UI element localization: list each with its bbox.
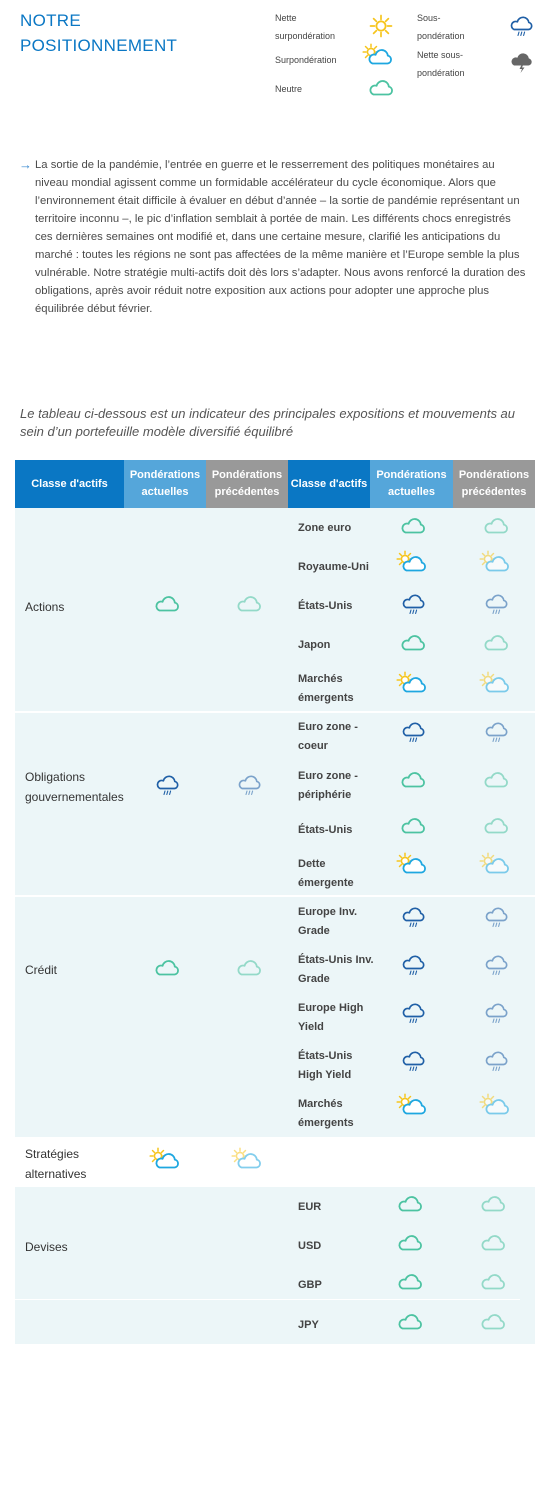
intro-paragraph: La sortie de la pandémie, l’entrée en guerre et le resserrement des politiques monétaires au niveau mondial agissent comme un formidable accélérateur du cycle économique. Alors que l’environnement était difficile à évaluer en début d’année – la sortie de pandémie représentant un territoire inconnu –, le pic d’inflation semblait à portée de main. Les différents chocs enregistrés ces dernières semaines ont modifié et, dans une certaine mesure, clarifié les anticipations du marché : toutes les régions ne sont pas affectées de la même manière et l’Europe semble la plus vulnérable. Notre stratégie multi-actifs doit dès lors s’adapter. Nous avons renforcé la duration des obligations, après avoir réduit notre exposition aux actions pour adopter une approche plus équilibrée début février. xyxy=(35,159,526,315)
sub-label-etats-unis-obligations: États-Unis xyxy=(298,824,353,836)
header-ponderations-precedentes-2: Pondérations précédentes xyxy=(453,460,535,508)
header-ponderations-precedentes-1: Pondérations précédentes xyxy=(206,460,288,508)
class-label-credit: Crédit xyxy=(25,963,58,977)
rain-cloud-icon xyxy=(507,14,537,40)
rating-usd-actuelle xyxy=(396,1231,426,1257)
sub-label-dette-emergente: Dette émergente xyxy=(298,858,354,889)
rating-marches-emergents-actuelle xyxy=(396,671,426,697)
rating-etats-unis-obligations-precedente xyxy=(482,814,512,840)
rating-etats-unis-precedente xyxy=(482,592,512,618)
rating-euro-zone-peripherie-precedente xyxy=(482,768,512,794)
rating-dette-emergente-actuelle xyxy=(396,852,426,878)
rating-jpy-precedente xyxy=(479,1310,509,1336)
rating-zone-euro-precedente xyxy=(482,514,512,540)
section-devises xyxy=(15,1187,535,1344)
rating-marches-emergents-credit-precedente xyxy=(479,1093,509,1119)
legend-label-neutre: Neutre xyxy=(275,84,303,94)
class-label-actions: Actions xyxy=(25,600,65,614)
sub-label-europe-hy: Europe High Yield xyxy=(298,1002,364,1033)
sub-label-jpy: JPY xyxy=(298,1319,319,1331)
rating-europe-hy-actuelle xyxy=(399,1001,429,1027)
rating-marches-emergents-precedente xyxy=(479,671,509,697)
rating-obligations-precedente xyxy=(235,773,265,799)
rating-etats-unis-hy-actuelle xyxy=(399,1049,429,1075)
table-caption: Le tableau ci-dessous est un indicateur des principales expositions et mouvements au sein d’un portefeuille modèle diversifié équilibré xyxy=(20,406,516,439)
rating-obligations-actuelle xyxy=(153,773,183,799)
rating-actions-actuelle xyxy=(153,592,183,618)
sub-label-royaume-uni: Royaume-Uni xyxy=(298,561,369,573)
storm-cloud-icon xyxy=(507,50,537,76)
sub-label-euro-zone-coeur: Euro zone - coeur xyxy=(298,721,358,752)
sub-label-etats-unis: États-Unis xyxy=(298,600,353,612)
sub-label-usd: USD xyxy=(298,1240,322,1252)
sub-label-japon: Japon xyxy=(298,639,331,651)
page-title: NOTRE POSITIONNEMENT xyxy=(20,11,178,55)
legend-label-nette-sous-ponderation: Nette sous-pondération xyxy=(417,50,465,78)
rating-marches-emergents-credit-actuelle xyxy=(396,1093,426,1119)
rating-etats-unis-obligations-actuelle xyxy=(399,814,429,840)
rating-strategies-precedente xyxy=(231,1147,261,1173)
cloud-icon xyxy=(367,76,397,102)
rating-royaume-uni-precedente xyxy=(479,550,509,576)
rating-etats-unis-ig-precedente xyxy=(482,953,512,979)
rating-royaume-uni-actuelle xyxy=(396,550,426,576)
header-ponderations-actuelles-1: Pondérations actuelles xyxy=(124,460,206,508)
rating-usd-precedente xyxy=(479,1231,509,1257)
header-classe-actifs-1: Classe d'actifs xyxy=(15,460,124,508)
rating-credit-actuelle xyxy=(153,956,183,982)
sub-label-zone-euro: Zone euro xyxy=(298,522,352,534)
sub-label-etats-unis-ig: États-Unis Inv. Grade xyxy=(298,954,374,985)
sun-cloud-icon xyxy=(362,43,396,69)
legend-label-nette-surponderation: Nette surpondération xyxy=(275,13,336,41)
header-ponderations-actuelles-2: Pondérations actuelles xyxy=(370,460,453,508)
rating-credit-precedente xyxy=(235,956,265,982)
class-label-obligations: Obligations gouvernementales xyxy=(25,770,124,804)
sun-icon xyxy=(368,13,394,39)
sub-label-euro-zone-peripherie: Euro zone - périphérie xyxy=(298,770,358,801)
legend-label-surponderation: Surpondération xyxy=(275,55,337,65)
rating-eur-actuelle xyxy=(396,1192,426,1218)
rating-gbp-actuelle xyxy=(396,1270,426,1296)
rating-europe-ig-actuelle xyxy=(399,905,429,931)
rating-zone-euro-actuelle xyxy=(399,514,429,540)
rating-euro-zone-coeur-precedente xyxy=(482,720,512,746)
sub-label-europe-ig: Europe Inv. Grade xyxy=(298,906,358,937)
rating-eur-precedente xyxy=(479,1192,509,1218)
rating-euro-zone-coeur-actuelle xyxy=(399,720,429,746)
rating-japon-actuelle xyxy=(399,631,429,657)
class-label-devises: Devises xyxy=(25,1240,68,1254)
rating-etats-unis-actuelle xyxy=(399,592,429,618)
rating-etats-unis-hy-precedente xyxy=(482,1049,512,1075)
sub-label-etats-unis-hy: États-Unis High Yield xyxy=(298,1050,353,1081)
row-divider xyxy=(380,1299,520,1300)
sub-label-marches-emergents: Marchés émergents xyxy=(298,673,354,704)
rating-japon-precedente xyxy=(482,631,512,657)
sub-label-eur: EUR xyxy=(298,1201,322,1213)
rating-europe-ig-precedente xyxy=(482,905,512,931)
rating-gbp-precedente xyxy=(479,1270,509,1296)
rating-actions-precedente xyxy=(235,592,265,618)
rating-euro-zone-peripherie-actuelle xyxy=(399,768,429,794)
section-credit xyxy=(15,897,535,1137)
rating-strategies-actuelle xyxy=(149,1147,179,1173)
sub-label-marches-emergents-credit: Marchés émergents xyxy=(298,1098,354,1129)
sub-label-gbp: GBP xyxy=(298,1279,322,1291)
section-actions xyxy=(15,508,535,711)
rating-europe-hy-precedente xyxy=(482,1001,512,1027)
legend-label-sous-ponderation: Sous-pondération xyxy=(417,13,465,41)
rating-jpy-actuelle xyxy=(396,1310,426,1336)
rating-etats-unis-ig-actuelle xyxy=(399,953,429,979)
rating-dette-emergente-precedente xyxy=(479,852,509,878)
row-divider xyxy=(15,1299,380,1300)
class-label-strategies: Stratégies alternatives xyxy=(25,1147,87,1181)
header-classe-actifs-2: Classe d'actifs xyxy=(288,460,370,508)
arrow-right-icon: → xyxy=(19,157,32,172)
